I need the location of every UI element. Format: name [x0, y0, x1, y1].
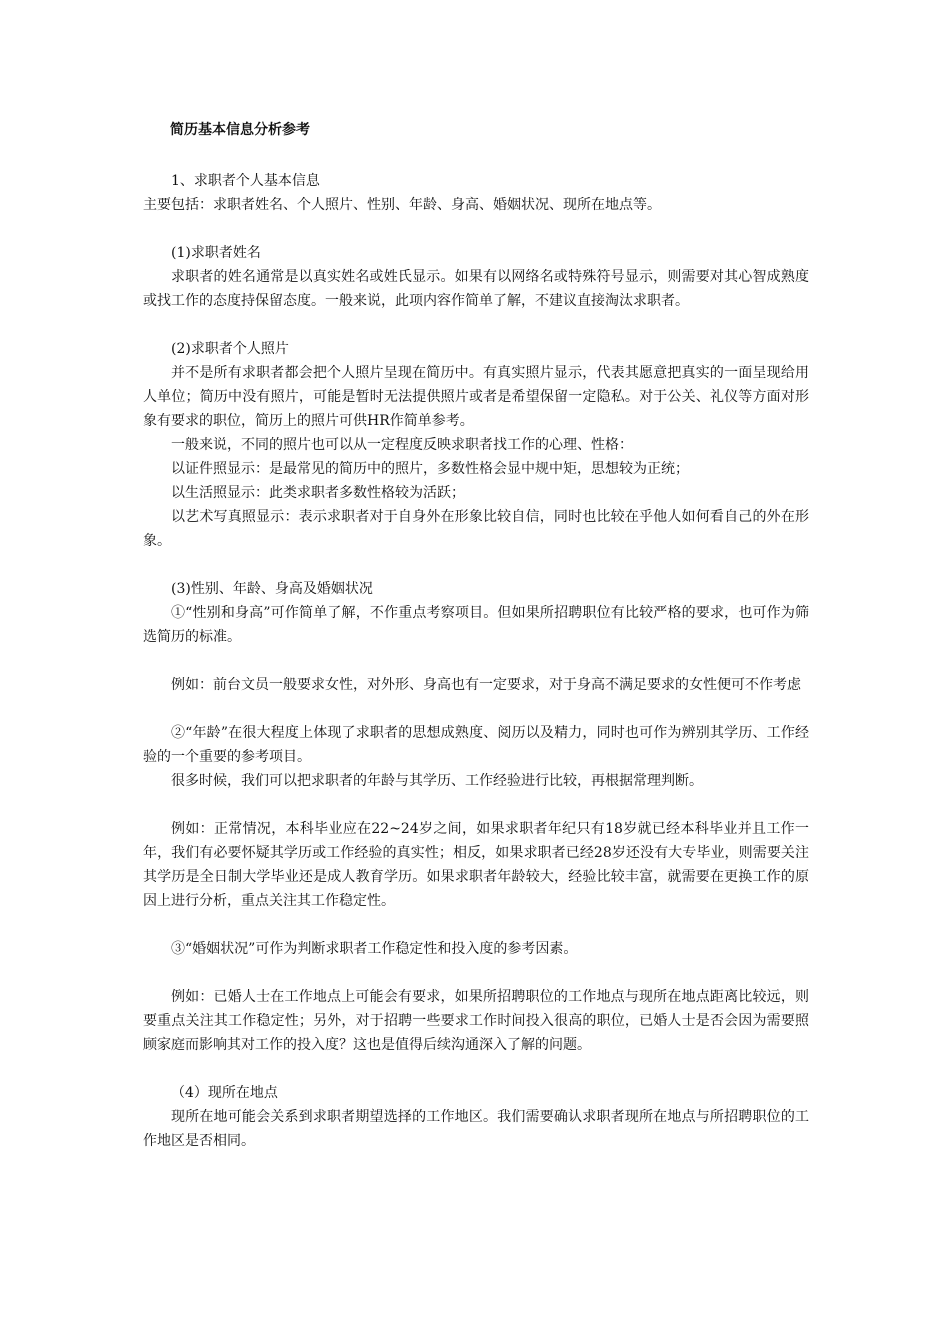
section-1-3-paragraph-2: ②“年龄”在很大程度上体现了求职者的思想成熟度、阅历以及精力，同时也可作为辨别其学历、工作经验的一个重要的参考项目。	[143, 725, 809, 765]
spacer	[143, 913, 809, 937]
section-1-2-paragraph-1: 并不是所有求职者都会把个人照片呈现在简历中。有真实照片显示，代表其愿意把真实的一面呈现给用人单位；简历中没有照片，可能是暂时无法提供照片或者是希望保留一定隐私。对于公关、礼仪等方面对形象有要求的职位，简历上的照片可供HR作简单参考。	[143, 365, 809, 429]
section-1-3-heading: (3)性别、年龄、身高及婚姻状况	[171, 581, 373, 597]
section-1-summary: 主要包括：求职者姓名、个人照片、性别、年龄、身高、婚姻状况、现所在地点等。	[143, 197, 661, 213]
section-1-4-heading: （4）现所在地点	[171, 1085, 278, 1101]
section-1-3-paragraph-4: ③“婚姻状况”可作为判断求职者工作稳定性和投入度的参考因素。	[171, 941, 578, 957]
section-1-heading: 1、求职者个人基本信息	[171, 173, 320, 189]
section-1-2-paragraph-4: 以生活照显示：此类求职者多数性格较为活跃；	[171, 485, 465, 501]
spacer	[143, 313, 809, 337]
spacer	[143, 553, 809, 577]
section-1-2-heading: (2)求职者个人照片	[171, 341, 289, 357]
spacer	[143, 697, 809, 721]
section-1-4-paragraph: 现所在地可能会关系到求职者期望选择的工作地区。我们需要确认求职者现所在地点与所招聘职位的工作地区是否相同。	[143, 1109, 809, 1149]
section-1-3-paragraph-1: ①“性别和身高”可作简单了解，不作重点考察项目。但如果所招聘职位有比较严格的要求，也可作为筛选简历的标准。	[143, 605, 809, 645]
spacer	[143, 1057, 809, 1081]
spacer	[143, 793, 809, 817]
section-1-1-heading: (1)求职者姓名	[171, 245, 261, 261]
spacer	[143, 649, 809, 673]
section-1-3-example-1: 例如：前台文员一般要求女性，对外形、身高也有一定要求，对于身高不满足要求的女性便可不作考虑	[171, 677, 801, 693]
section-1-1-paragraph: 求职者的姓名通常是以真实姓名或姓氏显示。如果有以网络名或特殊符号显示，则需要对其心智成熟度或找工作的态度持保留态度。一般来说，此项内容作简单了解，不建议直接淘汰求职者。	[143, 269, 809, 309]
section-1-2-paragraph-5: 以艺术写真照显示：表示求职者对于自身外在形象比较自信，同时也比较在乎他人如何看自己的外在形象。	[143, 509, 809, 549]
document-page	[143, 118, 809, 1153]
spacer	[143, 217, 809, 241]
spacer	[143, 961, 809, 985]
section-1-3-example-2: 例如：正常情况，本科毕业应在22~24岁之间，如果求职者年纪只有18岁就已经本科毕业并且工作一年，我们有必要怀疑其学历或工作经验的真实性；相反，如果求职者已经28岁还没有大专毕业，则需要关注其学历是全日制大学毕业还是成人教育学历。如果求职者年龄较大，经验比较丰富，就需要在更换工作的原因上进行分析，重点关注其工作稳定性。	[143, 821, 809, 909]
section-1-2-paragraph-2: 一般来说，不同的照片也可以从一定程度反映求职者找工作的心理、性格：	[171, 437, 633, 453]
document-title: 简历基本信息分析参考	[170, 122, 310, 138]
section-1-3-example-3: 例如：已婚人士在工作地点上可能会有要求，如果所招聘职位的工作地点与现所在地点距离比较远，则要重点关注其工作稳定性；另外，对于招聘一些要求工作时间投入很高的职位，已婚人士是否会因为需要照顾家庭而影响其对工作的投入度？这也是值得后续沟通深入了解的问题。	[143, 989, 809, 1053]
section-1-3-paragraph-3: 很多时候，我们可以把求职者的年龄与其学历、工作经验进行比较，再根据常理判断。	[171, 773, 703, 789]
section-1-2-paragraph-3: 以证件照显示：是最常见的简历中的照片，多数性格会显中规中矩，思想较为正统；	[171, 461, 689, 477]
